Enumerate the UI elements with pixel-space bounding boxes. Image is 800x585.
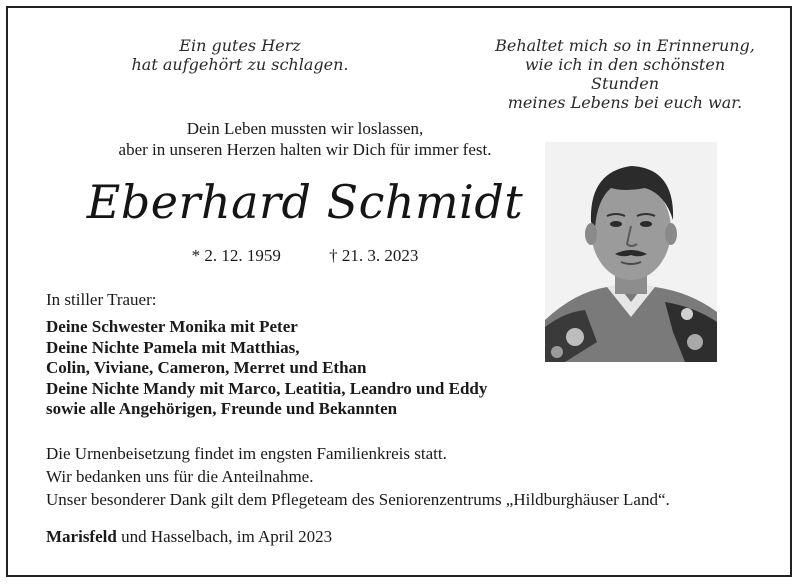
mourning-label: In stiller Trauer: [46,290,157,309]
mourners-list [46,317,487,420]
quote-left-line: hat aufgehört zu schlagen. [131,55,349,74]
portrait-image [545,142,717,362]
intro-line: aber in unseren Herzen halten wir Dich für immer fest. [118,140,492,159]
mourner-line: Deine Nichte Pamela mit Matthias, [46,337,300,357]
mourner-line: Deine Schwester Monika mit Peter [46,317,298,336]
mourner-line: Deine Nichte Mandy mit Marco, Leatitia, Leandro und Eddy [46,378,488,398]
intro-text [60,118,550,160]
place-and-date [46,527,332,547]
life-dates [40,246,570,266]
notes [46,442,670,511]
quote-left [110,36,370,74]
place-name: Marisfeld [46,527,117,546]
quote-right-line: Behaltet mich so in Erinnerung, [495,36,755,55]
mourner-line: Colin, Viviane, Cameron, Merret und Ethan [46,358,367,377]
quote-right-line: wie ich in den schönsten Stunden [524,55,726,93]
quote-left-line: Ein gutes Herz [179,36,301,55]
note-line: Wir bedanken uns für die Anteilnahme. [46,467,314,486]
mourner-line: sowie alle Angehörigen, Freunde und Bekannten [46,399,398,418]
death-date: † 21. 3. 2023 [329,246,419,265]
birth-date: * 2. 12. 1959 [191,246,281,265]
note-line: Die Urnenbeisetzung findet im engsten Familienkreis statt. [46,444,447,463]
quote-right [490,36,760,112]
deceased-name: Eberhard Schmidt [86,175,524,229]
intro-line: Dein Leben mussten wir loslassen, [186,119,424,138]
note-line: Unser besonderer Dank gilt dem Pflegeteam des Seniorenzentrums „Hildburghäuser Land“. [46,490,670,509]
place-rest: und Hasselbach, im April 2023 [116,527,333,546]
quote-right-line: meines Lebens bei euch war. [507,93,743,112]
portrait-photo [545,142,717,362]
